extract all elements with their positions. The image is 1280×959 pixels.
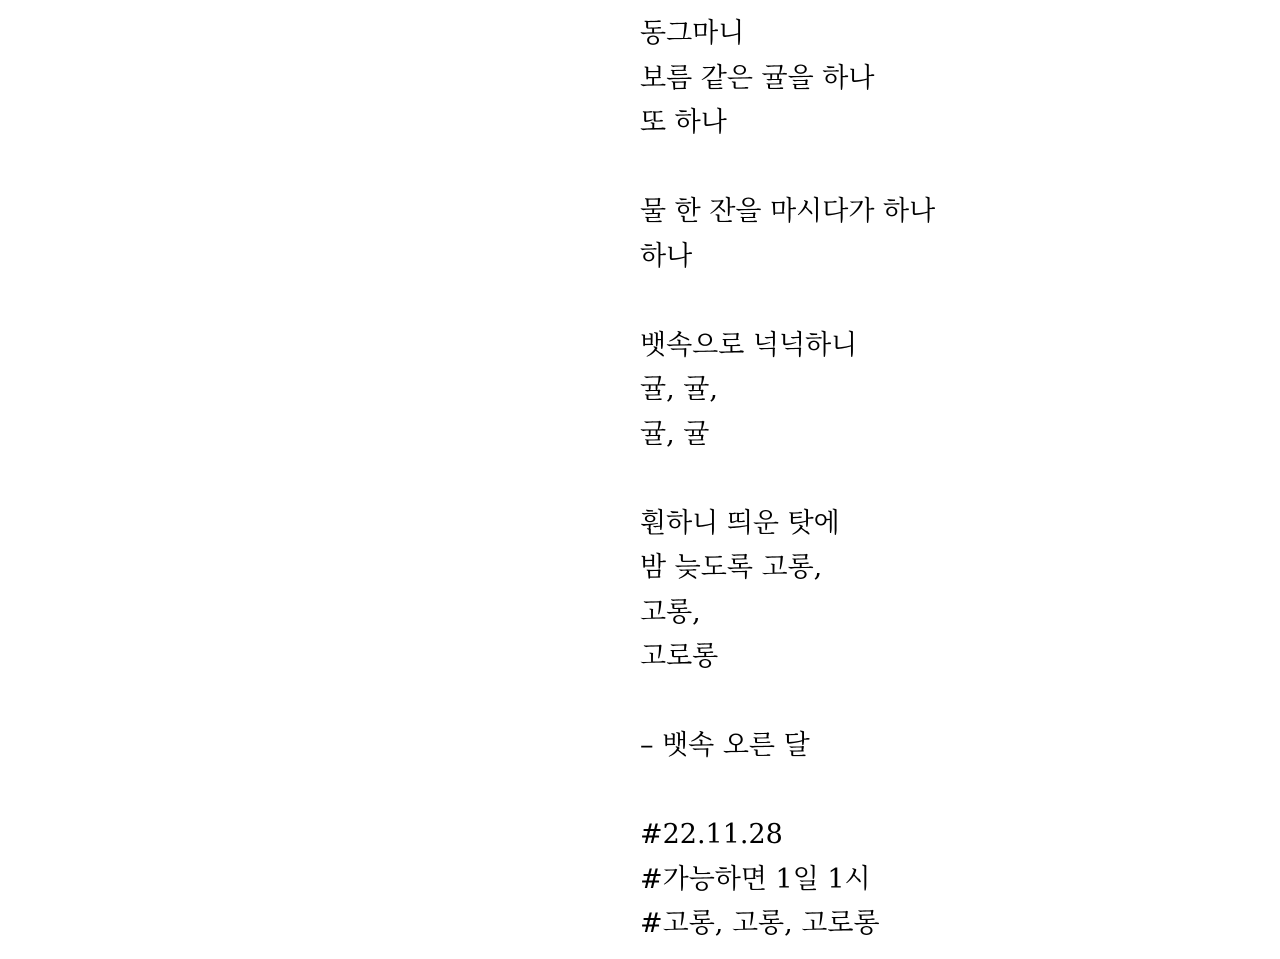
stanza-break [640,457,935,502]
hashtag: #고롱, 고롱, 고로롱 [640,908,880,939]
poem-title-line: – 뱃속 오른 달 [640,730,810,761]
poem-line: 밤 늦도록 고롱, [640,552,823,583]
poem-text [640,12,935,947]
poem-line: 물 한 잔을 마시다가 하나 [640,196,936,227]
poem-line: 귤, 귤 [640,418,710,450]
poem-line: 고로롱 [640,641,719,672]
stanza-break [640,680,935,725]
poem-line: 보름 같은 귤을 하나 [640,62,875,94]
poem-line: 동그마니 [640,18,745,49]
hashtag: #가능하면 1일 1시 [640,863,871,895]
poem-line: 하나 [640,240,693,272]
poem-line: 고롱, [640,596,701,628]
stanza-break [640,146,935,191]
poem-line: 또 하나 [640,107,727,138]
hashtag: #22.11.28 [640,819,783,850]
stanza-break [640,769,935,814]
poem-line: 뱃속으로 넉넉하니 [640,329,858,361]
poem-line: 훤하니 띄운 탓에 [640,507,840,539]
stanza-break [640,279,935,324]
poem-line: 귤, 귤, [640,374,718,405]
